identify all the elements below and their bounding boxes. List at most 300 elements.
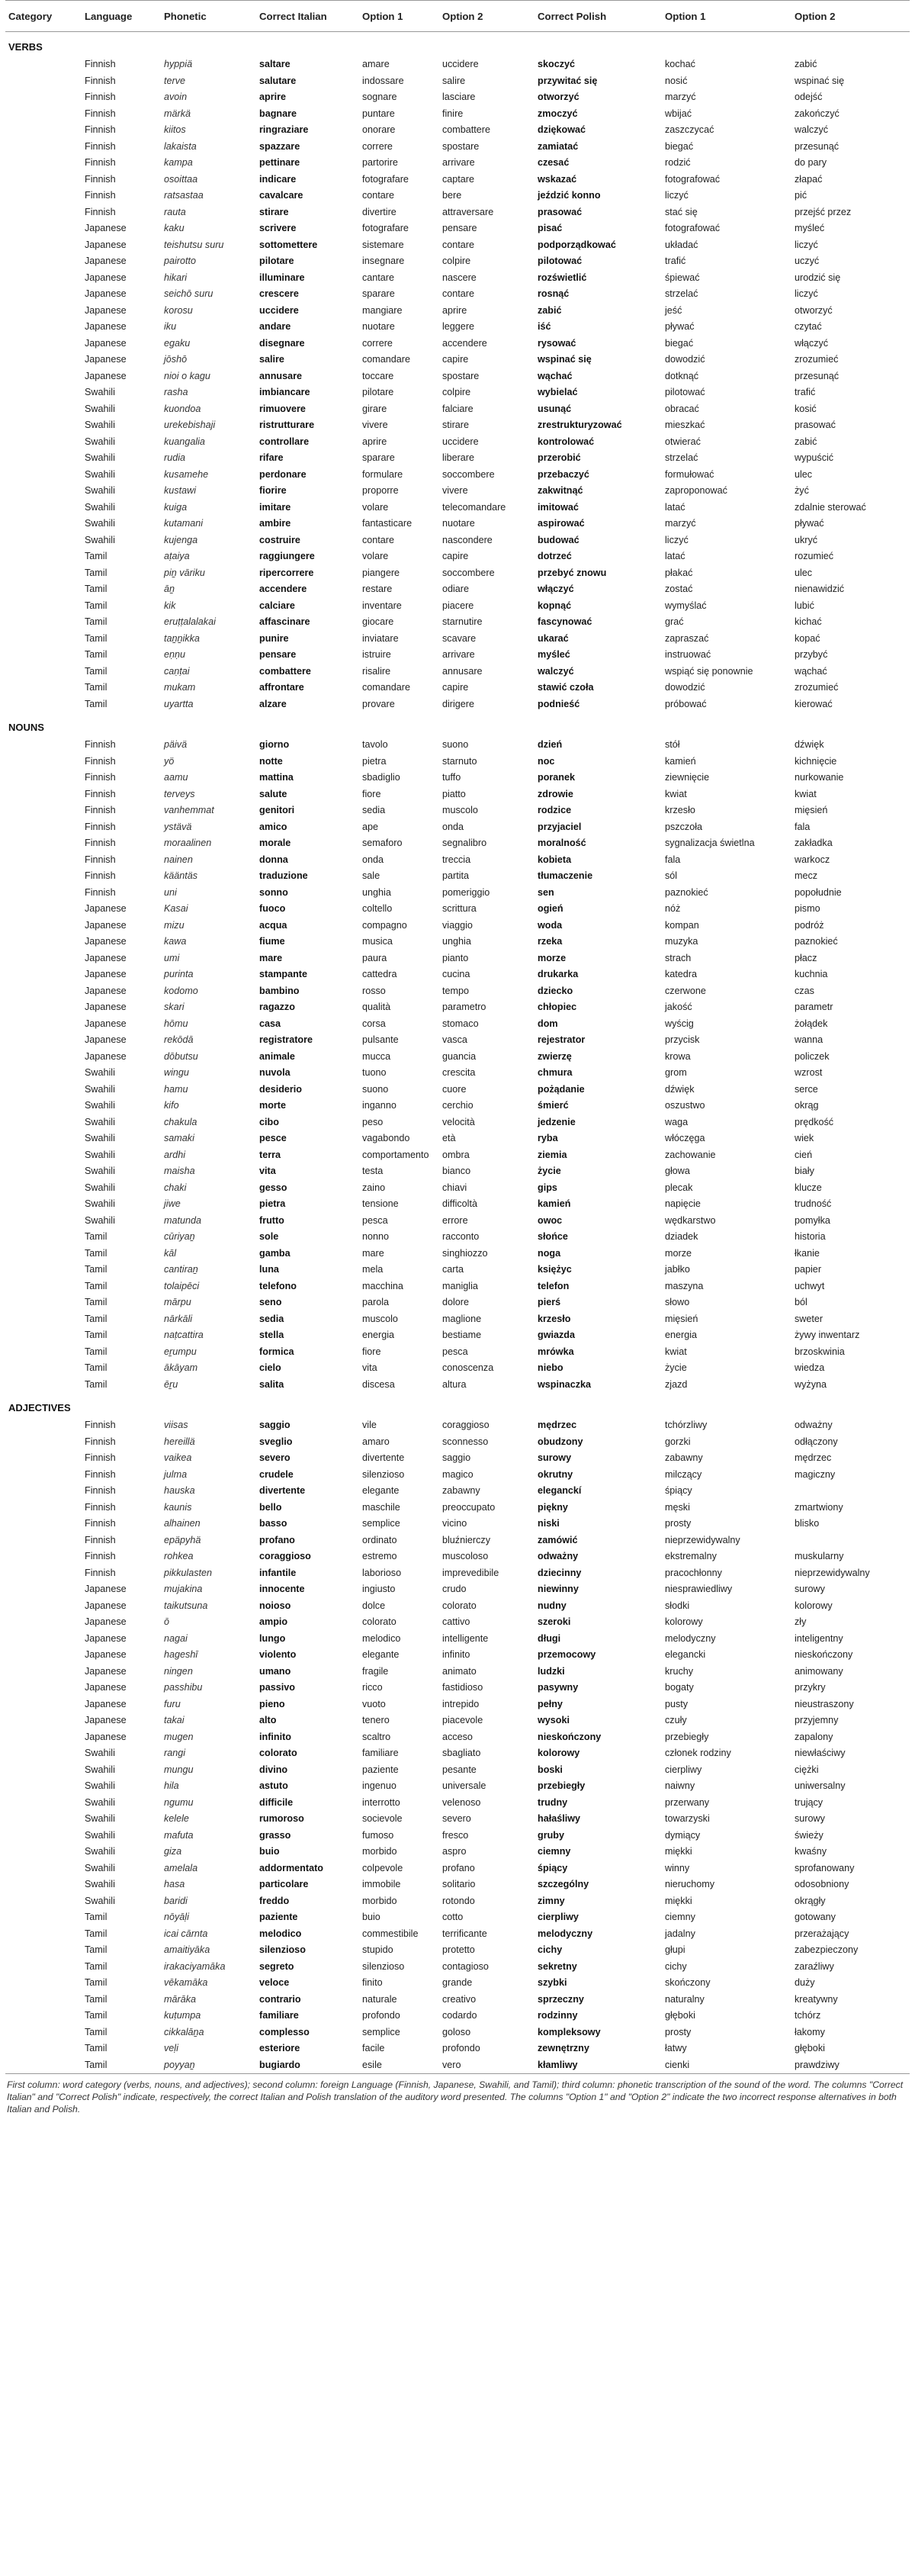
phonetic-cell: purinta (164, 969, 194, 980)
polish-option-1-cell: zapraszać (665, 632, 709, 644)
polish-option-1-cell: wędkarstwo (665, 1214, 716, 1226)
polish-option-1-cell: napięcie (665, 1198, 701, 1210)
table-row (5, 2057, 910, 2074)
italian-option-2-cell: universale (442, 1780, 486, 1792)
polish-option-2-cell: kwaśny (795, 1846, 827, 1857)
italian-option-2-cell: falciare (442, 403, 474, 414)
polish-option-1-cell: śpiący (665, 1485, 692, 1497)
correct-polish-cell: przemocowy (538, 1649, 596, 1661)
phonetic-cell: maisha (164, 1166, 195, 1177)
polish-option-2-cell: kosić (795, 403, 817, 414)
correct-polish-cell: chmura (538, 1067, 573, 1079)
correct-polish-cell: imitować (538, 501, 579, 513)
italian-option-2-cell: lasciare (442, 92, 476, 103)
polish-option-2-cell: nieskończony (795, 1649, 853, 1661)
header-polish-option-2: Option 2 (791, 1, 910, 32)
italian-option-2-cell: sbagliato (442, 1748, 481, 1759)
phonetic-cell: kustawi (164, 485, 196, 497)
correct-italian-cell: pietra (259, 1198, 286, 1210)
language-cell: Tamil (85, 698, 108, 709)
table-row (5, 1614, 910, 1631)
polish-option-2-cell: zabezpieczony (795, 1944, 859, 1956)
table-row (5, 1713, 910, 1729)
category-cell (5, 786, 82, 803)
correct-italian-cell: paziente (259, 1912, 298, 1923)
polish-option-2-cell: nurkowanie (795, 772, 844, 783)
italian-option-1-cell: aprire (362, 436, 387, 447)
italian-option-2-cell: capire (442, 551, 469, 562)
italian-option-2-cell: maglione (442, 1313, 482, 1324)
table-row (5, 1377, 910, 1394)
phonetic-cell: skari (164, 1002, 185, 1013)
phonetic-cell: hyppiä (164, 59, 193, 70)
polish-option-1-cell: prosty (665, 2026, 692, 2037)
correct-polish-cell: mędrzec (538, 1420, 577, 1431)
table-row (5, 1795, 910, 1812)
language-cell: Tamil (85, 600, 108, 611)
table-row (5, 786, 910, 803)
correct-polish-cell: zewnętrzny (538, 2043, 589, 2054)
polish-option-1-cell: kwiat (665, 1346, 687, 1357)
correct-italian-cell: noioso (259, 1600, 291, 1611)
italian-option-1-cell: comportamento (362, 1149, 429, 1160)
italian-option-1-cell: semaforo (362, 838, 403, 849)
polish-option-1-cell: przycisk (665, 1034, 700, 1046)
polish-option-2-cell: przerażający (795, 1928, 849, 1939)
correct-italian-cell: rifare (259, 452, 284, 464)
table-row (5, 1246, 910, 1262)
language-cell: Japanese (85, 288, 127, 300)
category-cell (5, 802, 82, 819)
italian-option-1-cell: estremo (362, 1551, 397, 1562)
table-body (5, 32, 910, 2074)
correct-italian-cell: grasso (259, 1829, 291, 1841)
correct-polish-cell: dotrzeć (538, 551, 572, 562)
italian-option-1-cell: amare (362, 59, 390, 70)
phonetic-cell: hila (164, 1780, 179, 1792)
phonetic-cell: mizu (164, 919, 185, 931)
polish-option-1-cell: stać się (665, 206, 698, 217)
category-cell (5, 1500, 82, 1516)
category-cell (5, 1360, 82, 1377)
table-row (5, 368, 910, 385)
language-cell: Japanese (85, 1698, 127, 1709)
language-cell: Japanese (85, 1034, 127, 1046)
table-row (5, 999, 910, 1016)
language-cell: Japanese (85, 337, 127, 349)
correct-italian-cell: animale (259, 1050, 295, 1062)
phonetic-cell: kutamani (164, 518, 204, 529)
italian-option-2-cell: guancia (442, 1050, 477, 1062)
section-label: NOUNS (8, 721, 44, 733)
italian-option-2-cell: severo (442, 1813, 471, 1825)
phonetic-cell: passhibu (164, 1682, 203, 1693)
italian-option-2-cell: bluźnierczy (442, 1534, 490, 1545)
phonetic-cell: mafuta (164, 1829, 194, 1841)
correct-italian-cell: bambino (259, 985, 300, 996)
phonetic-cell: kuangalia (164, 436, 205, 447)
correct-polish-cell: przyjaciel (538, 821, 582, 832)
correct-polish-cell: fascynować (538, 616, 592, 628)
phonetic-cell: dōbutsu (164, 1050, 198, 1062)
italian-option-1-cell: sistemare (362, 239, 404, 250)
table-row (5, 2008, 910, 2024)
phonetic-cell: ngumu (164, 1796, 194, 1808)
table-row (5, 885, 910, 902)
polish-option-1-cell: krzesło (665, 805, 695, 816)
phonetic-cell: jōshō (164, 354, 188, 365)
italian-option-2-cell: terrificante (442, 1928, 487, 1939)
category-cell (5, 1065, 82, 1082)
italian-option-1-cell: colorato (362, 1616, 396, 1628)
category-cell (5, 647, 82, 664)
table-row (5, 434, 910, 451)
polish-option-2-cell: przybyć (795, 649, 828, 661)
italian-option-1-cell: mare (362, 1247, 384, 1259)
polish-option-1-cell: śpiewać (665, 272, 700, 283)
polish-option-1-cell: milczący (665, 1468, 702, 1480)
italian-option-1-cell: risalire (362, 665, 391, 677)
polish-option-1-cell: włóczęga (665, 1133, 705, 1144)
table-row (5, 384, 910, 401)
language-cell: Tamil (85, 1362, 108, 1374)
correct-polish-cell: jeździć konno (538, 190, 601, 201)
category-cell (5, 1795, 82, 1812)
polish-option-2-cell: otworzyć (795, 304, 833, 316)
italian-option-2-cell: velocità (442, 1116, 475, 1127)
italian-option-2-cell: soccombere (442, 468, 495, 480)
polish-option-1-cell: pszczoła (665, 821, 702, 832)
correct-polish-cell: okrutny (538, 1468, 573, 1480)
italian-option-2-cell: profano (442, 1862, 475, 1873)
category-cell (5, 1417, 82, 1434)
category-cell (5, 1959, 82, 1976)
category-cell (5, 1860, 82, 1877)
polish-option-1-cell: układać (665, 239, 698, 250)
phonetic-cell: icai cārnta (164, 1928, 208, 1939)
language-cell: Japanese (85, 1616, 127, 1628)
italian-option-1-cell: ape (362, 821, 379, 832)
italian-option-1-cell: scaltro (362, 1731, 391, 1742)
italian-option-1-cell: ordinato (362, 1534, 397, 1545)
category-cell (5, 548, 82, 565)
category-cell (5, 467, 82, 484)
polish-option-1-cell: maszyna (665, 1280, 704, 1291)
italian-option-1-cell: toccare (362, 370, 394, 381)
polish-option-2-cell: animowany (795, 1665, 843, 1677)
table-container (5, 0, 910, 2115)
italian-option-2-cell: soccombere (442, 567, 495, 578)
italian-option-1-cell: vuoto (362, 1698, 386, 1709)
italian-option-2-cell: arrivare (442, 157, 475, 169)
italian-option-2-cell: pensare (442, 223, 477, 234)
polish-option-2-cell: przesunąć (795, 370, 840, 381)
table-row (5, 1942, 910, 1959)
phonetic-cell: hikari (164, 272, 188, 283)
language-cell: Finnish (85, 140, 116, 152)
italian-option-2-cell: bianco (442, 1166, 471, 1177)
correct-italian-cell: astuto (259, 1780, 288, 1792)
correct-italian-cell: uccidere (259, 304, 299, 316)
polish-option-1-cell: sól (665, 870, 678, 882)
language-cell: Swahili (85, 1846, 115, 1857)
table-row (5, 1811, 910, 1828)
polish-option-2-cell: wzrost (795, 1067, 823, 1079)
correct-italian-cell: ripercorrere (259, 567, 314, 578)
category-cell (5, 1893, 82, 1910)
correct-italian-cell: sedia (259, 1313, 284, 1324)
language-cell: Tamil (85, 616, 108, 628)
language-cell: Japanese (85, 1682, 127, 1693)
correct-italian-cell: desiderio (259, 1083, 302, 1095)
polish-option-1-cell: nieruchomy (665, 1879, 715, 1890)
polish-option-2-cell: łakomy (795, 2026, 825, 2037)
category-cell (5, 1294, 82, 1311)
italian-option-2-cell: tuffo (442, 772, 461, 783)
language-cell: Finnish (85, 1420, 116, 1431)
category-cell (5, 1713, 82, 1729)
phonetic-cell: kifo (164, 1100, 179, 1111)
polish-option-1-cell: słodki (665, 1600, 690, 1611)
empty-cell (791, 1393, 910, 1417)
table-row (5, 1016, 910, 1033)
correct-polish-cell: zdrowie (538, 788, 573, 799)
category-cell (5, 950, 82, 967)
correct-italian-cell: gamba (259, 1247, 291, 1259)
correct-polish-cell: śmierć (538, 1100, 569, 1111)
polish-option-2-cell: głęboki (795, 2043, 825, 2054)
table-row (5, 1959, 910, 1976)
polish-option-1-cell: czuły (665, 1715, 687, 1726)
table-row (5, 2024, 910, 2041)
language-cell: Japanese (85, 985, 127, 996)
table-row (5, 647, 910, 664)
correct-italian-cell: gesso (259, 1182, 287, 1193)
polish-option-1-cell: strzelać (665, 288, 698, 300)
polish-option-2-cell: czytać (795, 321, 822, 333)
language-cell: Swahili (85, 485, 115, 497)
polish-option-2-cell: trudność (795, 1198, 832, 1210)
table-row (5, 1098, 910, 1114)
table-row (5, 1516, 910, 1532)
phonetic-cell: pairotto (164, 256, 197, 267)
italian-option-1-cell: cantare (362, 272, 395, 283)
polish-option-1-cell: mięsień (665, 1313, 698, 1324)
polish-option-2-cell: żołądek (795, 1018, 828, 1029)
correct-italian-cell: affascinare (259, 616, 310, 628)
language-cell: Swahili (85, 1067, 115, 1079)
polish-option-1-cell: wymyślać (665, 600, 707, 611)
phonetic-cell: nainen (164, 854, 193, 865)
language-cell: Swahili (85, 1166, 115, 1177)
correct-italian-cell: salita (259, 1378, 284, 1390)
category-cell (5, 286, 82, 303)
category-cell (5, 885, 82, 902)
italian-option-2-cell: contare (442, 239, 475, 250)
phonetic-cell: poyyaṉ (161, 2057, 256, 2074)
phonetic-cell: terve (164, 75, 185, 86)
language-cell: Tamil (82, 2057, 161, 2074)
table-row (5, 548, 910, 565)
polish-option-1-cell: latać (665, 501, 685, 513)
phonetic-cell: caṇṭai (164, 665, 190, 677)
italian-option-2-cell: coraggioso (442, 1420, 490, 1431)
language-cell: Finnish (85, 1534, 116, 1545)
italian-option-1-cell: nuotare (362, 321, 395, 333)
polish-option-2-cell: kuchnia (795, 969, 828, 980)
correct-polish-cell: telefon (538, 1280, 570, 1291)
polish-option-2-cell: mięsień (795, 805, 828, 816)
italian-option-1-cell: volare (362, 501, 389, 513)
italian-option-1-cell: esile (359, 2057, 439, 2074)
polish-option-1-cell: pusty (665, 1698, 689, 1709)
correct-italian-cell: mare (259, 952, 283, 963)
category-cell (5, 336, 82, 352)
category-cell (5, 155, 82, 172)
phonetic-cell: urekebishaji (164, 420, 216, 431)
italian-option-2-cell: parametro (442, 1002, 486, 1013)
polish-option-1-cell: sygnalizacja świetlna (665, 838, 755, 849)
polish-option-2-cell: uchwyt (795, 1280, 825, 1291)
language-cell: Tamil (85, 665, 108, 677)
correct-polish-cell: zrestrukturyzować (538, 420, 622, 431)
phonetic-cell: kuṭumpa (164, 2010, 201, 2021)
italian-option-2-cell: vivere (442, 485, 468, 497)
correct-italian-cell: fiume (259, 936, 285, 947)
table-row (5, 1992, 910, 2008)
polish-option-2-cell (791, 1483, 910, 1500)
polish-option-2-cell: zaraźliwy (795, 1960, 834, 1972)
polish-option-2-cell: brzoskwinia (795, 1346, 845, 1357)
phonetic-cell: korosu (164, 304, 193, 316)
language-cell: Japanese (85, 1600, 127, 1611)
phonetic-cell: osoittaa (164, 173, 198, 185)
language-cell: Finnish (85, 75, 116, 86)
language-cell: Finnish (85, 755, 116, 767)
table-row (5, 983, 910, 1000)
polish-option-1-cell: obracać (665, 403, 699, 414)
italian-option-1-cell: contare (362, 534, 395, 545)
italian-option-2-cell: cucina (442, 969, 470, 980)
italian-option-1-cell: zaino (362, 1182, 386, 1193)
polish-option-1-cell: miękki (665, 1846, 692, 1857)
table-row (5, 1196, 910, 1213)
polish-option-1-cell: niesprawiedliwy (665, 1584, 733, 1595)
table-row (5, 1729, 910, 1746)
language-cell: Tamil (85, 1247, 108, 1259)
italian-option-1-cell: pilotare (362, 387, 394, 398)
category-cell (5, 532, 82, 549)
polish-option-2-cell: kichnięcie (795, 755, 837, 767)
category-cell (5, 565, 82, 582)
correct-polish-cell: otworzyć (538, 92, 580, 103)
phonetic-cell: hageshī (164, 1649, 198, 1661)
italian-option-1-cell: testa (362, 1166, 384, 1177)
language-cell: Japanese (85, 919, 127, 931)
italian-option-1-cell: commestibile (362, 1928, 419, 1939)
table-row (5, 1778, 910, 1795)
italian-option-1-cell: comandare (362, 682, 411, 693)
language-cell: Swahili (85, 403, 115, 414)
correct-italian-cell: silenzioso (259, 1944, 306, 1956)
phonetic-cell: märkä (164, 108, 191, 119)
phonetic-cell: rasha (164, 387, 188, 398)
language-cell: Tamil (85, 1231, 108, 1243)
correct-italian-cell: contrario (259, 1993, 301, 2005)
table-row (5, 1844, 910, 1860)
category-cell (5, 1483, 82, 1500)
language-cell: Japanese (85, 1632, 127, 1644)
table-row (5, 1762, 910, 1779)
polish-option-2-cell: świeży (795, 1829, 824, 1841)
polish-option-2-cell: liczyć (795, 288, 818, 300)
correct-italian-cell: salire (259, 354, 284, 365)
language-cell: Finnish (85, 739, 116, 751)
correct-italian-cell: annusare (259, 370, 302, 381)
polish-option-1-cell: towarzyski (665, 1813, 710, 1825)
polish-option-2-cell: mecz (795, 870, 818, 882)
header-row (5, 1, 910, 32)
language-cell: Finnish (85, 838, 116, 849)
italian-option-2-cell: dirigere (442, 698, 474, 709)
table-row (5, 336, 910, 352)
language-cell: Finnish (85, 870, 116, 882)
category-cell (5, 2057, 82, 2074)
polish-option-2-cell: prasować (795, 420, 836, 431)
table-row (5, 1598, 910, 1615)
language-cell: Finnish (85, 108, 116, 119)
category-cell (5, 918, 82, 934)
language-cell: Japanese (85, 239, 127, 250)
italian-option-1-cell: mela (362, 1264, 384, 1275)
phonetic-cell: kiitos (164, 124, 186, 136)
table-row (5, 1065, 910, 1082)
polish-option-1-cell: stół (665, 739, 680, 751)
table-row (5, 852, 910, 869)
correct-polish-cell: pasywny (538, 1682, 579, 1693)
table-row (5, 1745, 910, 1762)
table-row (5, 1860, 910, 1877)
polish-option-2-cell: niewłaściwy (795, 1748, 846, 1759)
polish-option-1-cell: męski (665, 1501, 690, 1513)
correct-polish-cell: włączyć (538, 584, 574, 595)
polish-option-2-cell: pić (795, 190, 807, 201)
polish-option-2-cell: paznokieć (795, 936, 838, 947)
language-cell: Swahili (85, 1083, 115, 1095)
phonetic-cell: taṉṉikka (164, 632, 200, 644)
table-row (5, 664, 910, 680)
polish-option-1-cell: cienki (662, 2057, 791, 2074)
category-cell (5, 1762, 82, 1779)
table-row (5, 73, 910, 90)
language-cell: Tamil (85, 567, 108, 578)
correct-polish-cell: gips (538, 1182, 557, 1193)
polish-option-2-cell: tchórz (795, 2010, 821, 2021)
language-cell: Tamil (85, 1378, 108, 1390)
italian-option-2-cell: aspro (442, 1846, 467, 1857)
polish-option-1-cell: elegancki (665, 1649, 706, 1661)
table-row (5, 1147, 910, 1164)
phonetic-cell: ningen (164, 1665, 193, 1677)
italian-option-1-cell: morbido (362, 1895, 397, 1906)
correct-italian-cell: segreto (259, 1960, 294, 1972)
language-cell: Swahili (85, 1813, 115, 1825)
italian-option-2-cell: bere (442, 190, 462, 201)
phonetic-cell: kawa (164, 936, 187, 947)
correct-polish-cell: rejestrator (538, 1034, 586, 1046)
correct-italian-cell: affrontare (259, 682, 304, 693)
language-cell: Finnish (85, 854, 116, 865)
